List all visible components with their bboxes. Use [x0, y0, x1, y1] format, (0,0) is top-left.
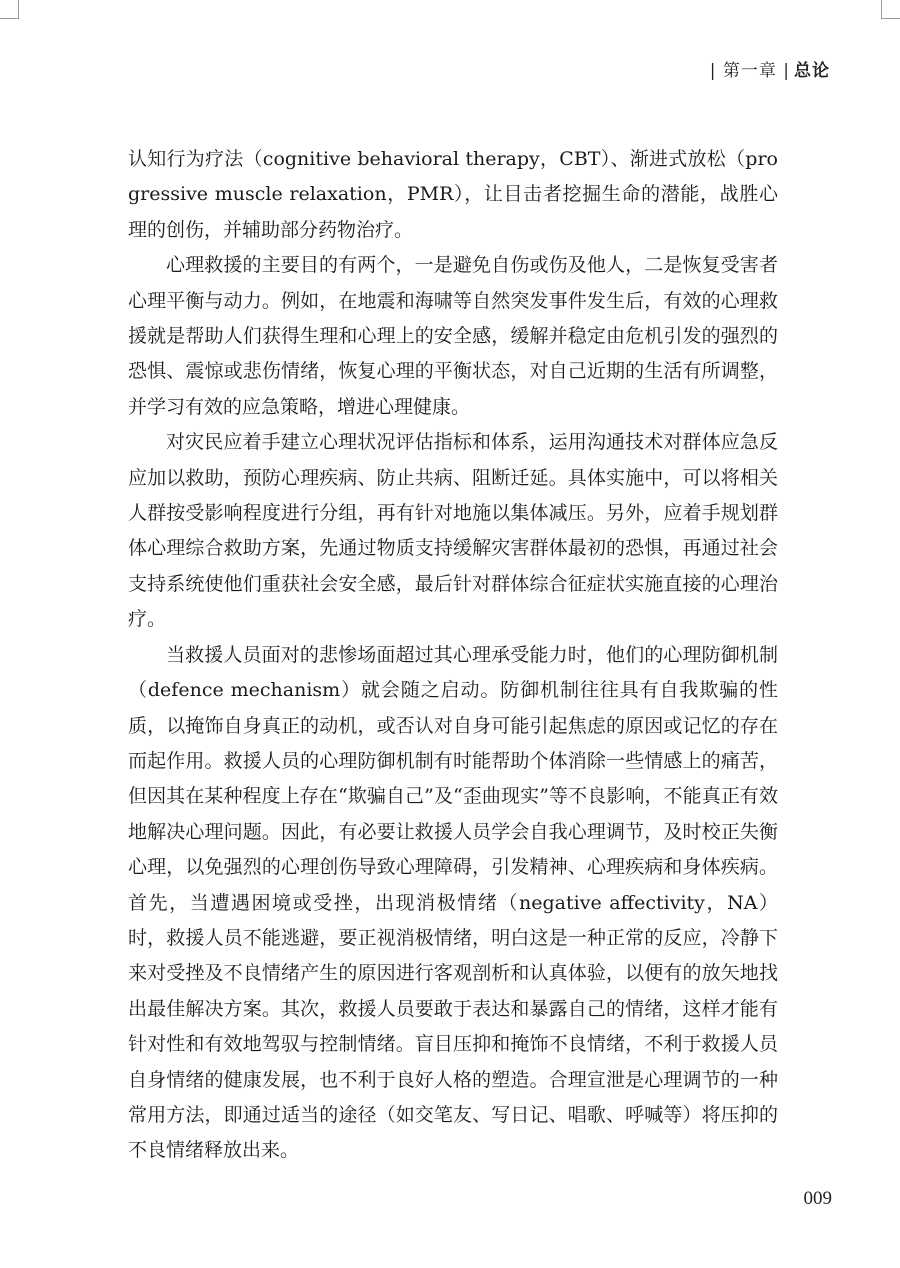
body-text	[128, 142, 778, 1169]
paragraph: 对灾民应着手建立心理状况评估指标和体系，运用沟通技术对群体应急反应加以救助，预防心理疾病、防止共病、阻断迁延。具体实施中，可以将相关人群按受影响程度进行分组，再有针对地施以集体减压。另外，应着手规划群体心理综合救助方案，先通过物质支持缓解灾害群体最初的恐惧，再通过社会支持系统使他们重获社会安全感，最后针对群体综合征症状实施直接的心理治疗。	[128, 431, 778, 631]
paragraph: 心理救援的主要目的有两个，一是避免自伤或伤及他人，二是恢复受害者心理平衡与动力。例如，在地震和海啸等自然突发事件发生后，有效的心理救援就是帮助人们获得生理和心理上的安全感，缓解并稳定由危机引发的强烈的恐惧、震惊或悲伤情绪，恢复心理的平衡状态，对自己近期的生活有所调整，并学习有效的应急策略，增进心理健康。	[128, 254, 778, 418]
paragraph-continued: 认知行为疗法（cognitive behavioral therapy，CBT）、渐进式放松（progressive muscle relaxation，PMR），让目击者挖掘生命的潜能，战胜心理的创伤，并辅助部分药物治疗。	[128, 148, 778, 241]
crop-mark-top-right	[881, 0, 900, 19]
chapter-label: | 第一章 |	[709, 61, 790, 81]
paragraph: 当救援人员面对的悲惨场面超过其心理承受能力时，他们的心理防御机制（defence mechanism）就会随之启动。防御机制往往具有自我欺骗的性质，以掩饰自身真正的动机，或否认对自身可能引起焦虑的原因或记忆的存在而起作用。救援人员的心理防御机制有时能帮助个体消除一些情感上的痛苦，但因其在某种程度上存在“欺骗自己”及“歪曲现实”等不良影响，不能真正有效地解决心理问题。因此，有必要让救援人员学会自我心理调节，及时校正失衡心理，以免强烈的心理创伤导致心理障碍，引发精神、心理疾病和身体疾病。首先，当遭遇困境或受挫，出现消极情绪（negative affectivity，NA）时，救援人员不能逃避，要正视消极情绪，明白这是一种正常的反应，冷静下来对受挫及不良情绪产生的原因进行客观剖析和认真体验，以便有的放矢地找出最佳解决方案。其次，救援人员要敢于表达和暴露自己的情绪，这样才能有针对性和有效地驾驭与控制情绪。盲目压抑和掩饰不良情绪，不利于救援人员自身情绪的健康发展，也不利于良好人格的塑造。合理宣泄是心理调节的一种常用方法，即通过适当的途径（如交笔友、写日记、唱歌、呼喊等）将压抑的不良情绪释放出来。	[128, 643, 778, 1162]
chapter-title: 总论	[794, 61, 830, 81]
crop-mark-top-left	[0, 0, 19, 19]
page-number: 009	[803, 1188, 832, 1209]
running-header	[710, 56, 830, 81]
